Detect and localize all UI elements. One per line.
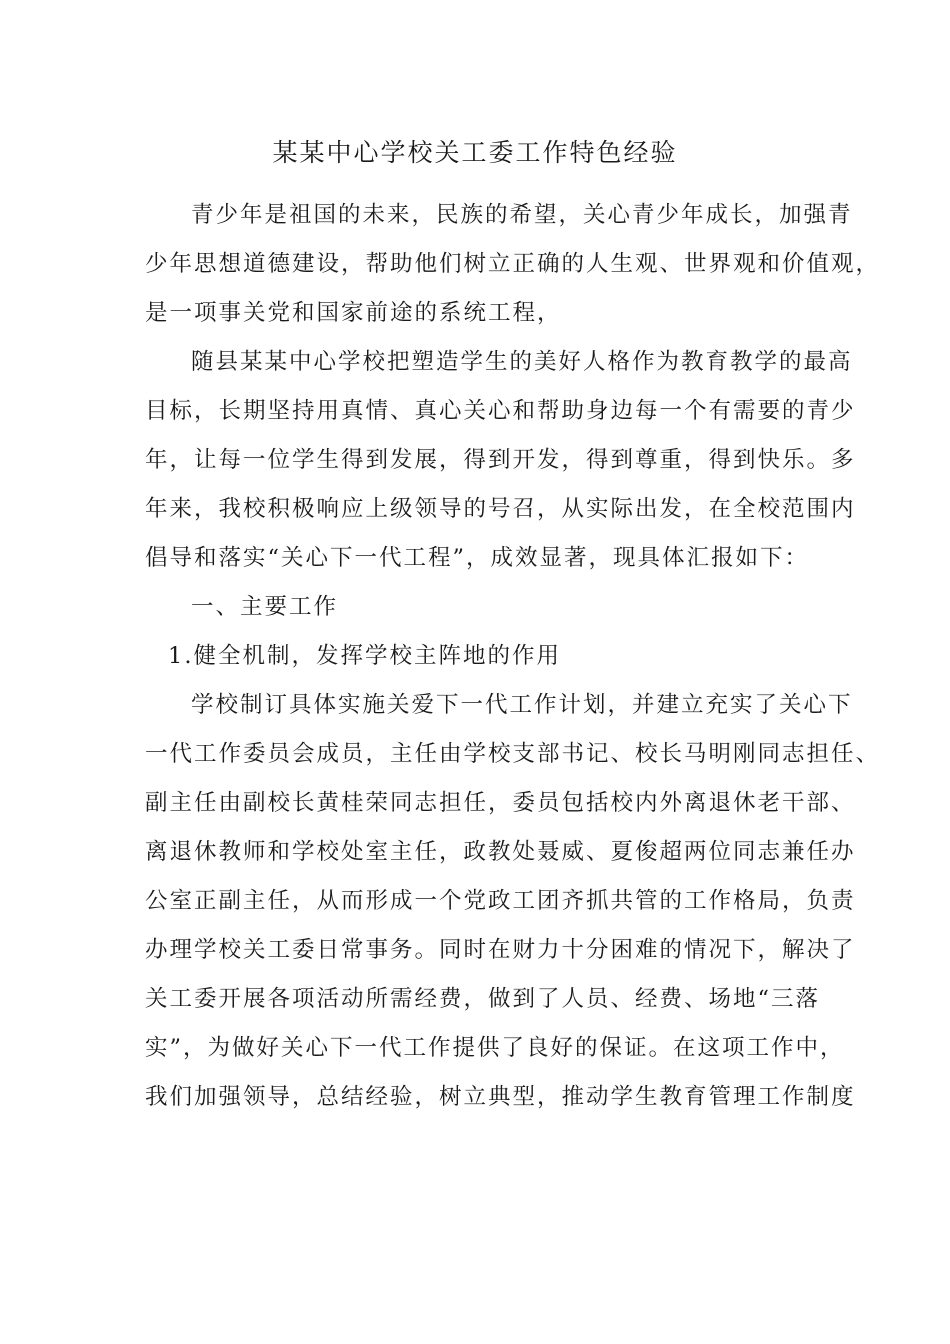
- document-title: 某某中心学校关工委工作特色经验: [272, 138, 678, 167]
- paragraph-line: 离退休教师和学校处室主任，政教处聂威、夏俊超两位同志兼任办: [145, 839, 856, 865]
- paragraph-line: 我们加强领导，总结经验，树立典型，推动学生教育管理工作制度: [145, 1084, 856, 1110]
- paragraph-line: 目标，长期坚持用真情、真心关心和帮助身边每一个有需要的青少: [145, 398, 856, 424]
- paragraph-line: 关工委开展各项活动所需经费，做到了人员、经费、场地“三落: [145, 986, 821, 1012]
- paragraph-line: 副主任由副校长黄桂荣同志担任，委员包括校内外离退休老干部、: [145, 790, 856, 816]
- document-body: [145, 191, 881, 1122]
- section-heading: 一、主要工作: [191, 594, 339, 620]
- paragraph-line: 办理学校关工委日常事务。同时在财力十分困难的情况下，解决了: [145, 937, 856, 963]
- paragraph-line: 实”，为做好关心下一代工作提供了良好的保证。在这项工作中，: [145, 1035, 845, 1061]
- subsection-heading: 1.健全机制，发挥学校主阵地的作用: [168, 643, 561, 669]
- paragraph-line: 青少年是祖国的未来，民族的希望，关心青少年成长，加强青: [191, 202, 853, 228]
- paragraph-line: 年，让每一位学生得到发展，得到开发，得到尊重，得到快乐。多: [145, 447, 856, 473]
- paragraph-line: 随县某某中心学校把塑造学生的美好人格作为教育教学的最高: [191, 349, 853, 375]
- paragraph-line: 倡导和落实“关心下一代工程”，成效显著，现具体汇报如下：: [145, 545, 810, 571]
- paragraph-line: 年来，我校积极响应上级领导的号召，从实际出发，在全校范围内: [145, 496, 856, 522]
- paragraph-line: 公室正副主任，从而形成一个党政工团齐抓共管的工作格局，负责: [145, 888, 856, 914]
- paragraph-line: 少年思想道德建设，帮助他们树立正确的人生观、世界观和价值观，: [145, 251, 881, 277]
- paragraph-line: 学校制订具体实施关爱下一代工作计划，并建立充实了关心下: [191, 692, 853, 718]
- paragraph-line: 一代工作委员会成员，主任由学校支部书记、校长马明刚同志担任、: [145, 741, 881, 767]
- paragraph-line: 是一项事关党和国家前途的系统工程，: [145, 300, 562, 326]
